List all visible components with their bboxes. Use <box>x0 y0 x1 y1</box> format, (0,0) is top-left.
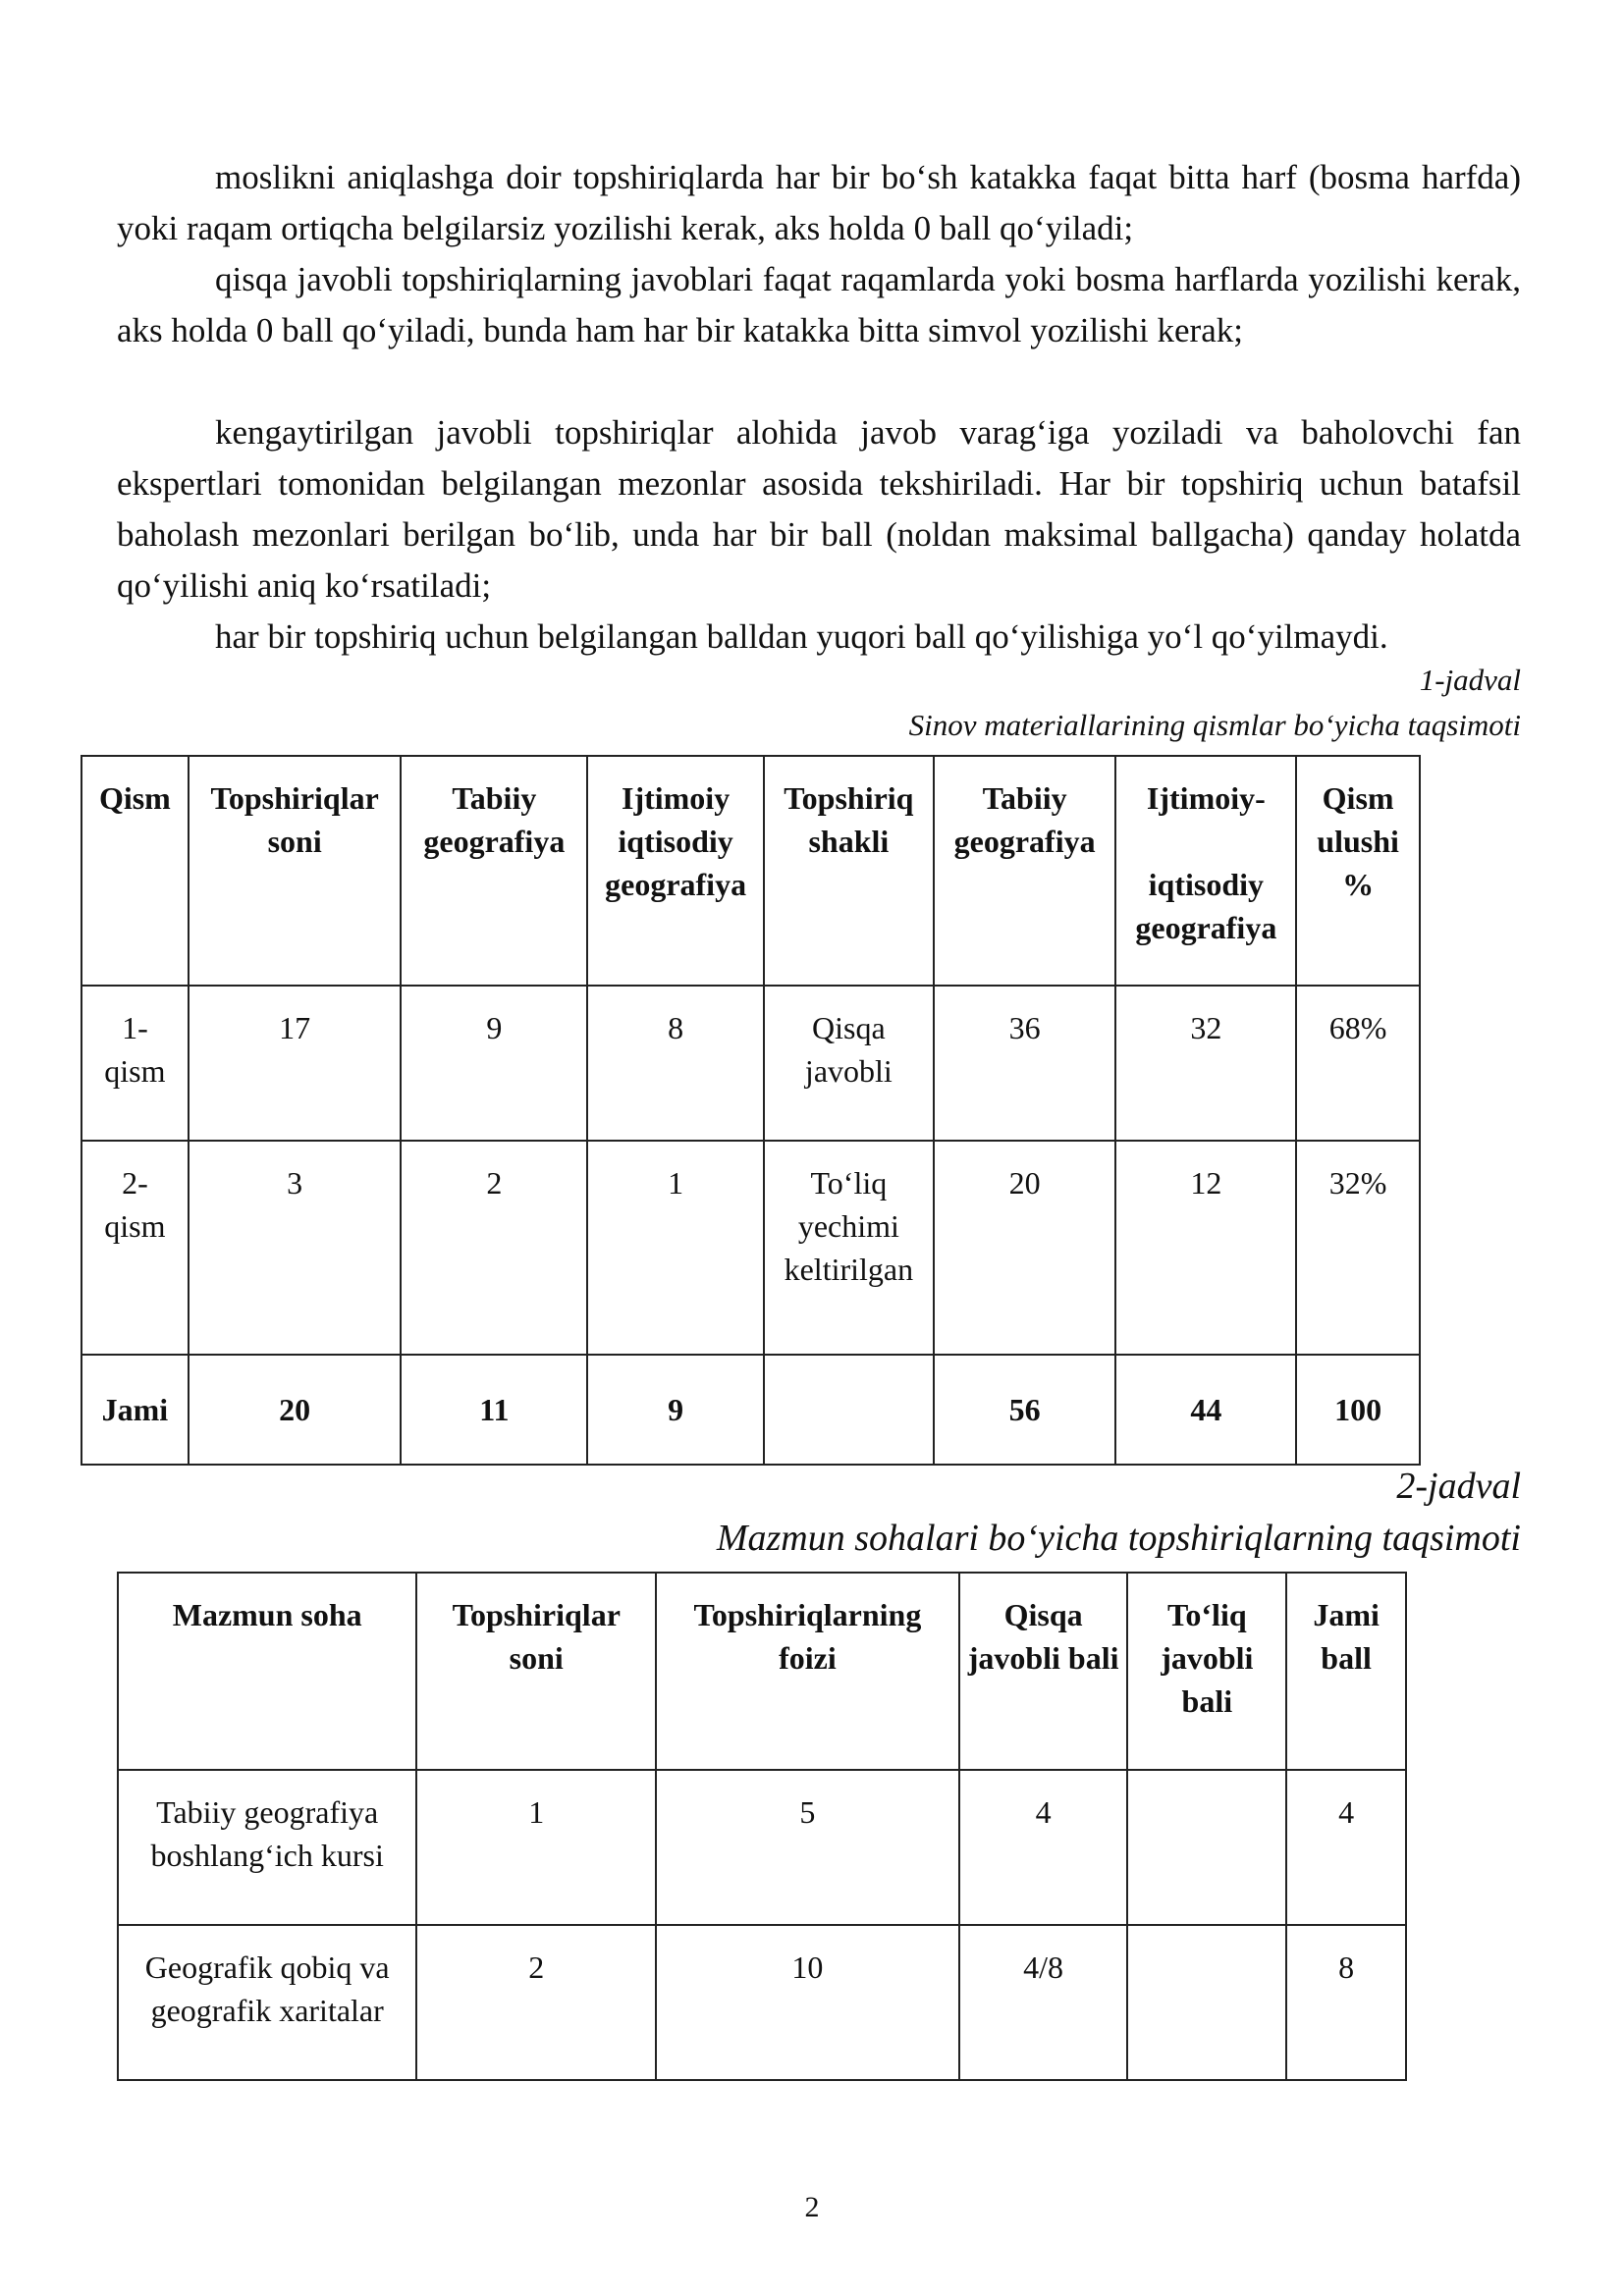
table-cell: 100 <box>1296 1355 1420 1465</box>
table-cell: 9 <box>587 1355 764 1465</box>
table1-number: 1-jadval <box>1419 663 1521 697</box>
paragraph-3: kengaytirilgan javobli topshiriqlar alohida javob varag‘iga yoziladi va baholovchi fan ekspertlari tomonidan belgilangan mezonlar asosida tekshiriladi. Har bir topshiriq uchun batafsil baholash mezonlari berilgan bo‘lib, unda har bir ball (noldan maksimal ballgacha) qanday holatda qo‘yilishi aniq ko‘rsatiladi; <box>117 413 1521 605</box>
table-cell: To‘liq yechimi keltirilgan <box>764 1141 934 1355</box>
table-cell: 4 <box>959 1770 1128 1925</box>
table-cell: 68% <box>1296 986 1420 1141</box>
table-cell: 4 <box>1286 1770 1406 1925</box>
table-cell: 4/8 <box>959 1925 1128 2080</box>
table-cell: 8 <box>587 986 764 1141</box>
table-header-cell: Topshiriq shakli <box>764 756 934 986</box>
table-cell: 10 <box>656 1925 959 2080</box>
table-header-cell: To‘liq javobli bali <box>1127 1573 1286 1770</box>
table-cell: 1- qism <box>81 986 189 1141</box>
table-cell: 8 <box>1286 1925 1406 2080</box>
table-cell <box>1127 1770 1286 1925</box>
parts-distribution-table <box>81 755 1421 1466</box>
table-row <box>118 1770 1406 1925</box>
table1-title: Sinov materiallarining qismlar bo‘yicha taqsimoti <box>908 708 1521 742</box>
table-header-cell: Tabiiy geografiya <box>934 756 1116 986</box>
table-cell: 2- qism <box>81 1141 189 1355</box>
table-header-cell: Qisqa javobli bali <box>959 1573 1128 1770</box>
table-row <box>118 1925 1406 2080</box>
table-cell: 1 <box>587 1141 764 1355</box>
table-cell: 20 <box>934 1141 1116 1355</box>
table-cell: 32% <box>1296 1141 1420 1355</box>
table-cell: 20 <box>189 1355 402 1465</box>
table-cell: 17 <box>189 986 402 1141</box>
table-header-row <box>81 756 1420 986</box>
table-header-cell: Mazmun soha <box>118 1573 416 1770</box>
table-row <box>81 1141 1420 1355</box>
table-cell: 44 <box>1115 1355 1296 1465</box>
table-cell: 9 <box>401 986 587 1141</box>
table-header-cell: Topshiriqlarning foizi <box>656 1573 959 1770</box>
table2-number: 2-jadval <box>1396 1466 1521 1507</box>
table-header-cell: Topshiriqlar soni <box>189 756 402 986</box>
table-cell: 32 <box>1115 986 1296 1141</box>
paragraph-4: har bir topshiriq uchun belgilangan balldan yuqori ball qo‘yilishiga yo‘l qo‘yilmaydi. <box>215 617 1388 656</box>
table-cell: Geografik qobiq va geografik xaritalar <box>118 1925 416 2080</box>
table-cell: 5 <box>656 1770 959 1925</box>
table-header-cell: Qism ulushi % <box>1296 756 1420 986</box>
table-cell: 11 <box>401 1355 587 1465</box>
table-cell: 2 <box>401 1141 587 1355</box>
table-total-row <box>81 1355 1420 1465</box>
table-cell: 1 <box>416 1770 656 1925</box>
table-header-cell: Jami ball <box>1286 1573 1406 1770</box>
table-cell: 36 <box>934 986 1116 1141</box>
table-cell: 56 <box>934 1355 1116 1465</box>
table-header-row <box>118 1573 1406 1770</box>
table-cell: Tabiiy geografiya boshlang‘ich kursi <box>118 1770 416 1925</box>
table-cell: Jami <box>81 1355 189 1465</box>
page-number: 2 <box>804 2191 820 2223</box>
table-cell: Qisqa javobli <box>764 986 934 1141</box>
paragraph-1: moslikni aniqlashga doir topshiriqlarda har bir bo‘sh katakka faqat bitta harf (bosma harfda) yoki raqam ortiqcha belgilarsiz yozilishi kerak, aks holda 0 ball qo‘yiladi; <box>117 158 1521 247</box>
table-cell: 12 <box>1115 1141 1296 1355</box>
table-header-cell: Ijtimoiy- iqtisodiy geografiya <box>1115 756 1296 986</box>
table-cell <box>1127 1925 1286 2080</box>
table-header-cell: Topshiriqlar soni <box>416 1573 656 1770</box>
table-header-cell: Ijtimoiy iqtisodiy geografiya <box>587 756 764 986</box>
paragraph-2: qisqa javobli topshiriqlarning javoblari faqat raqamlarda yoki bosma harflarda yozilishi kerak, aks holda 0 ball qo‘yiladi, bunda ham har bir katakka bitta simvol yozilishi kerak; <box>117 260 1521 349</box>
table-header-cell: Tabiiy geografiya <box>401 756 587 986</box>
table-header-cell: Qism <box>81 756 189 986</box>
table-cell: 3 <box>189 1141 402 1355</box>
table-cell: 2 <box>416 1925 656 2080</box>
table-cell <box>764 1355 934 1465</box>
content-areas-table <box>117 1572 1407 2081</box>
table-row <box>81 986 1420 1141</box>
table2-title: Mazmun sohalari bo‘yicha topshiriqlarning taqsimoti <box>716 1518 1521 1559</box>
